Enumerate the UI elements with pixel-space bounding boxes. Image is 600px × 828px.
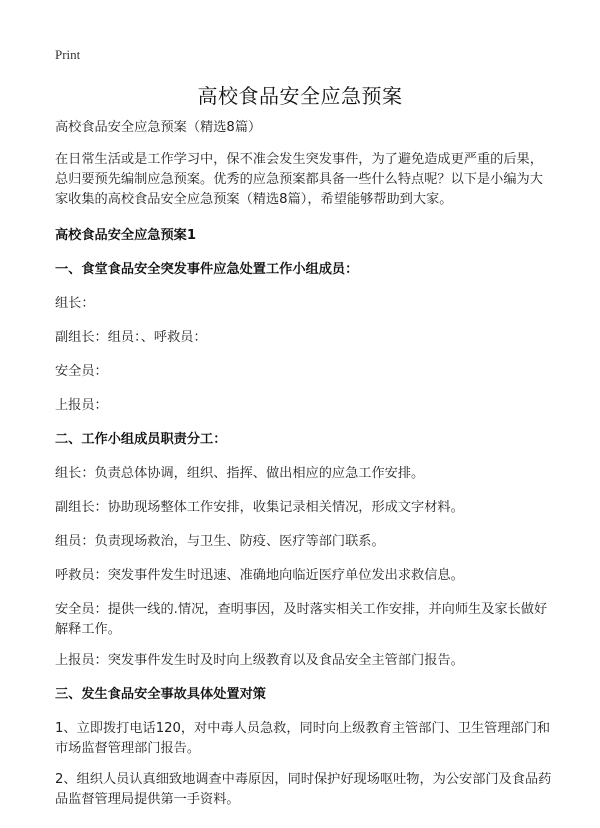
member-deputy: 副组长：组员：、呼救员： bbox=[55, 330, 207, 345]
part3-heading: 三、发生食品安全事故具体处置对策 bbox=[55, 687, 266, 702]
duty-leader: 组长：负责总体协调，组织、指挥、做出相应的应急工作安排。 bbox=[55, 466, 425, 481]
measure-1: 1、立即拨打电话120，对中毒人员急救，同时向上级教育主管部门、卫生管理部门和市场监督管理部门报告。 bbox=[55, 721, 551, 756]
member-reporter: 上报员： bbox=[55, 398, 108, 413]
member-safety: 安全员： bbox=[55, 364, 108, 379]
duty-deputy: 副组长：协助现场整体工作安排，收集记录相关情况，形成文字材料。 bbox=[55, 500, 464, 515]
section-title: 高校食品安全应急预案1 bbox=[55, 228, 197, 243]
part1-heading: 一、食堂食品安全突发事件应急处置工作小组成员： bbox=[55, 262, 359, 277]
intro-paragraph: 在日常生活或是工作学习中，保不准会发生突发事件，为了避免造成更严重的后果，总归要预先编制应急预案。优秀的应急预案都具备一些什么特点呢？以下是小编为大家收集的高校食品安全应急预案（精选8篇），希望能够帮助到大家。 bbox=[55, 152, 543, 207]
document-body bbox=[55, 118, 553, 821]
measure-2: 2、组织人员认真细致地调查中毒原因，同时保护好现场呕吐物，为公安部门及食品药品监督管理局提供第一手资料。 bbox=[55, 772, 552, 807]
page-title: 高校食品安全应急预案 bbox=[197, 84, 403, 108]
document-subtitle: 高校食品安全应急预案（精选8篇） bbox=[55, 120, 262, 135]
member-leader: 组长： bbox=[55, 296, 95, 311]
duty-caller: 呼救员：突发事件发生时迅速、准确地向临近医疗单位发出求救信息。 bbox=[55, 568, 464, 583]
part2-heading: 二、工作小组成员职责分工： bbox=[55, 432, 227, 447]
print-link[interactable]: Print bbox=[55, 47, 81, 62]
duty-safety: 安全员：提供一线的.情况，查明事因，及时落实相关工作安排，并向师生及家长做好解释工作。 bbox=[55, 602, 548, 637]
duty-reporter: 上报员：突发事件发生时及时向上级教育以及食品安全主管部门报告。 bbox=[55, 653, 464, 668]
duty-member: 组员：负责现场救治，与卫生、防疫、医疗等部门联系。 bbox=[55, 534, 385, 549]
